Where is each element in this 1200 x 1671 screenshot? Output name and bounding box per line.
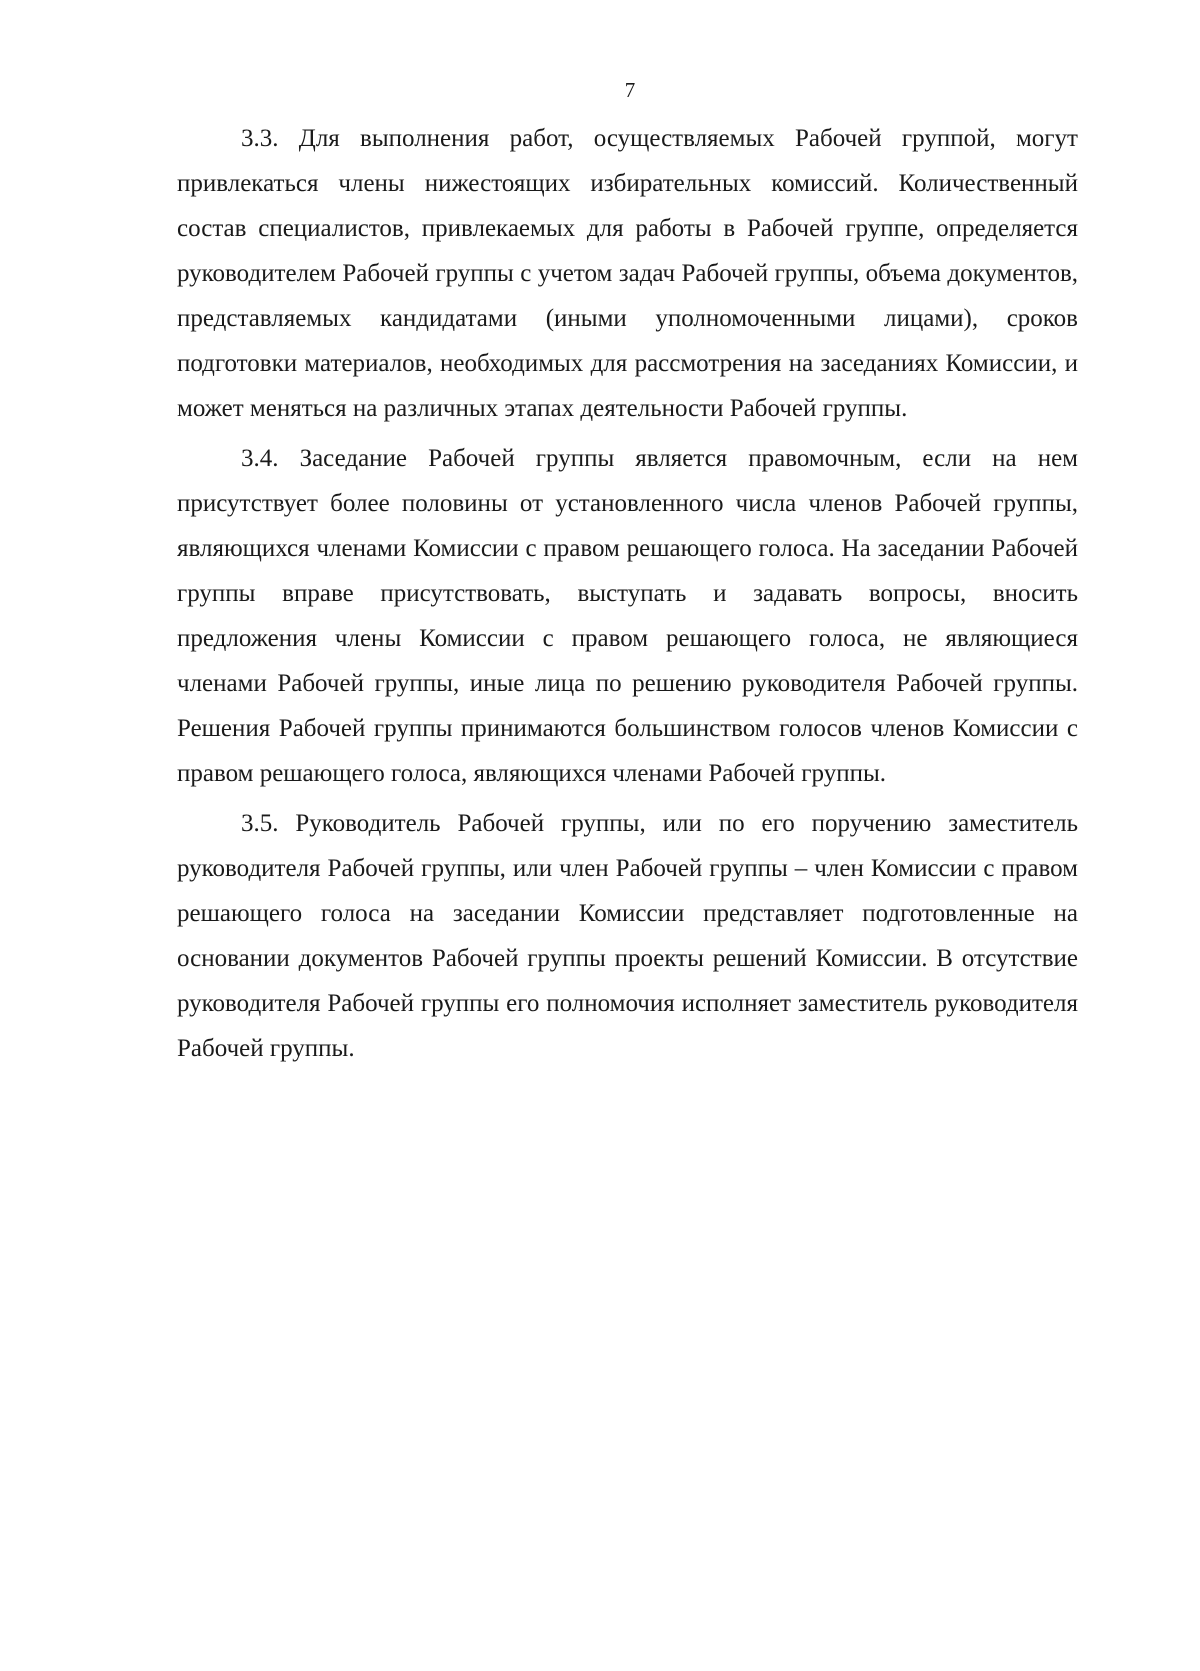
page-number: 7 — [624, 78, 636, 102]
paragraph-3-5: 3.5. Руководитель Рабочей группы, или по его поручению заместитель руководителя Рабочей группы, или член Рабочей группы – член Комиссии с правом решающего голоса на заседании Комиссии представляет подготовленные на основании документов Рабочей группы проекты решений Комиссии. В отсутствие руководителя Рабочей группы его полномочия исполняет заместитель руководителя Рабочей группы. — [177, 810, 1078, 1062]
document-body — [177, 116, 1078, 1076]
paragraph-3-3: 3.3. Для выполнения работ, осуществляемых Рабочей группой, могут привлекаться члены нижестоящих избирательных комиссий. Количественный состав специалистов, привлекаемых для работы в Рабочей группе, определяется руководителем Рабочей группы с учетом задач Рабочей группы, объема документов, представляемых кандидатами (иными уполномоченными лицами), сроков подготовки материалов, необходимых для рассмотрения на заседаниях Комиссии, и может меняться на различных этапах деятельности Рабочей группы. — [177, 125, 1078, 422]
paragraph-3-4: 3.4. Заседание Рабочей группы является правомочным, если на нем присутствует более половины от установленного числа членов Рабочей группы, являющихся членами Комиссии с правом решающего голоса. На заседании Рабочей группы вправе присутствовать, выступать и задавать вопросы, вносить предложения члены Комиссии с правом решающего голоса, не являющиеся членами Рабочей группы, иные лица по решению руководителя Рабочей группы. Решения Рабочей группы принимаются большинством голосов членов Комиссии с правом решающего голоса, являющихся членами Рабочей группы. — [177, 445, 1078, 787]
